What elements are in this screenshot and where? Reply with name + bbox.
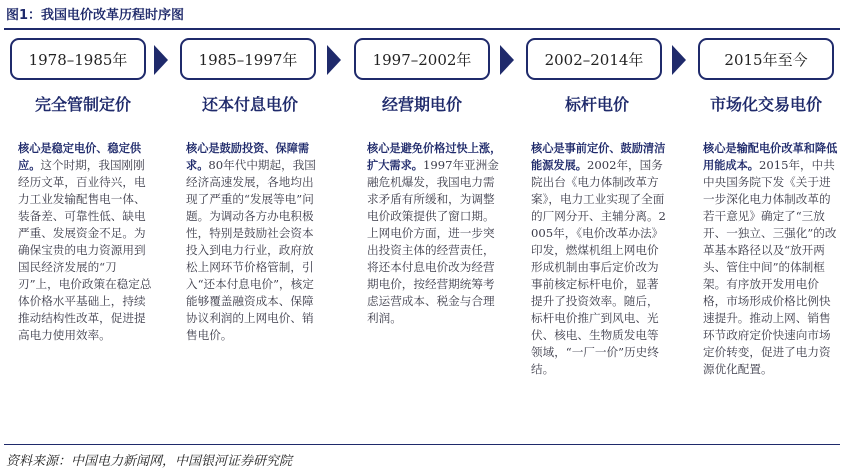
title-divider xyxy=(4,28,840,30)
description-lead: 核心是避免价格过快上涨，扩大需求。 xyxy=(367,142,502,172)
description-column-1 xyxy=(18,140,156,344)
description-column-5 xyxy=(703,140,841,378)
description-lead: 核心是输配电价改革和降低用能成本。 xyxy=(703,142,838,172)
description-lead: 核心是事前定价、鼓励清洁能源发展。 xyxy=(531,142,666,172)
description-lead: 核心是鼓励投资、保障需求。 xyxy=(186,142,310,172)
period-box-4: 2002–2014年 xyxy=(526,38,662,80)
description-column-3 xyxy=(367,140,505,327)
stage-heading-4: 标杆电价 xyxy=(564,95,629,114)
stage-heading-5: 市场化交易电价 xyxy=(709,95,822,114)
period-box-2: 1985–1997年 xyxy=(180,38,316,80)
arrow-right-icon xyxy=(672,45,686,75)
description-body: 2015年，中共中央国务院下发《关于进一步深化电力体制改革的若干意见》确定了“三放开、一独立、三强化”的改革基本路径以及“放开两头、管住中间”的体制框架。有序放开发用电价格，市场形成价格比例快速提升。推动上网、销售环节政府定价快速向市场定价转变，促进了电力资源优化配置。 xyxy=(703,158,837,376)
figure-title: 图1：我国电价改革历程时序图 xyxy=(6,8,185,23)
description-body: 这个时期，我国刚刚经历文革，百业待兴，电力工业发输配售电一体、装备差、可靠性低、缺电严重、发展资金不足。为确保宝贵的电力资源用到国民经济发展的“刀刃”上，电价政策在稳定总体价格水平基础上，持续推动结构性改革，促进提高电力使用效率。 xyxy=(18,158,152,342)
description-column-4 xyxy=(531,140,669,378)
arrow-right-icon xyxy=(154,45,168,75)
arrow-right-icon xyxy=(327,45,341,75)
description-body: 80年代中期起，我国经济高速发展，各地均出现了严重的“发展等电”问题。为调动各方办电积极性，特别是鼓励社会资本投入到电力行业，政府放松上网环节价格管制，引入“还本付息电价”，核定能够覆盖融资成本、保障协议利润的上网电价、销售电价。 xyxy=(186,158,316,342)
footer-divider xyxy=(4,444,840,445)
description-lead: 核心是稳定电价、稳定供应。 xyxy=(18,142,142,172)
stage-heading-2: 还本付息电价 xyxy=(201,95,298,114)
source-note: 资料来源：中国电力新闻网，中国银河证券研究院 xyxy=(6,454,293,469)
period-box-5: 2015年至今 xyxy=(698,38,834,80)
description-body: 1997年亚洲金融危机爆发，我国电力需求矛盾有所缓和，为调整电价政策提供了窗口期。上网电价方面，进一步突出投资主体的经营责任，将还本付息电价改为经营期电价，按经营期统筹考虑运营成本、税金与合理利润。 xyxy=(367,158,499,325)
arrow-right-icon xyxy=(500,45,514,75)
stage-heading-3: 经营期电价 xyxy=(381,95,462,114)
period-box-3: 1997–2002年 xyxy=(354,38,490,80)
description-column-2 xyxy=(186,140,324,344)
stage-heading-1: 完全管制定价 xyxy=(34,95,131,114)
period-box-1: 1978–1985年 xyxy=(10,38,146,80)
description-body: 2002年，国务院出台《电力体制改革方案》，电力工业实现了全面的厂网分开、主辅分离。2005年，《电价改革办法》印发，燃煤机组上网电价形成机制由事后定价改为事前核定标杆电价，显著提升了投资效率。随后，标杆电价推广到风电、光伏、核电、生物质发电等领域，“一厂一价”历史终结。 xyxy=(531,158,666,376)
